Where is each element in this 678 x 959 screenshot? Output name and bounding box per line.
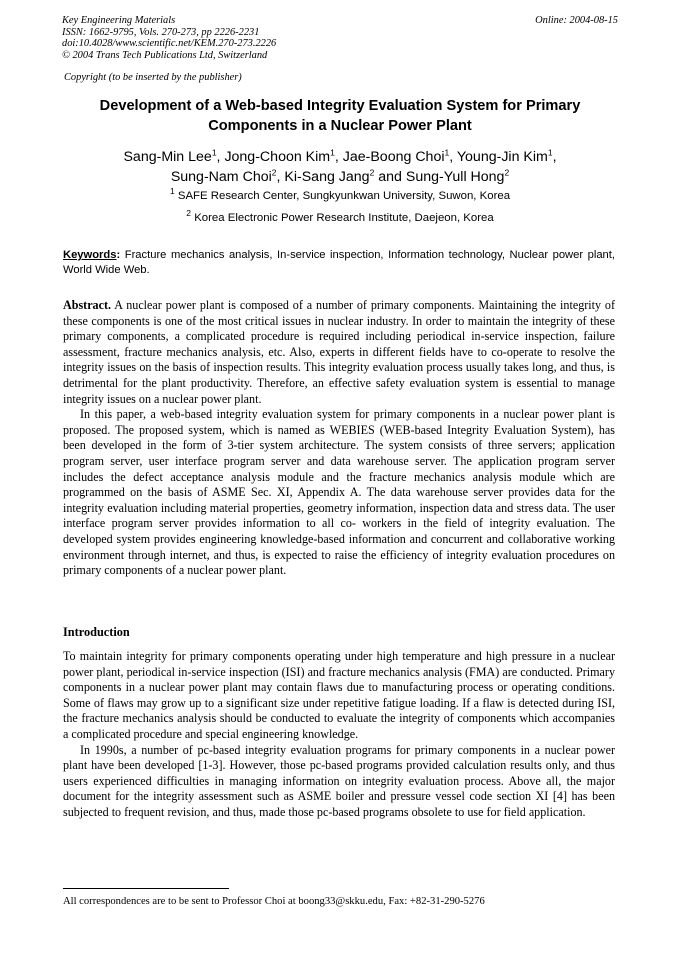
keywords-label: Keywords	[63, 249, 117, 261]
footnote: All correspondences are to be sent to Professor Choi at boong33@skku.edu, Fax: +82-31-290-5276	[63, 896, 485, 907]
intro-paragraph: To maintain integrity for primary components operating under high temperature and high pressure in a nuclear power plant, periodical in-service inspection (ISI) and fracture mechanics analysis (FMA) are conducted. Primary components in a nuclear power plant may contain flaws due to manufacturing process or operating conditions. Some of flaws may grow up to a significant size under repetitive fatigue loading. If a flaw is detected during ISI, the fracture mechanics analysis should be conducted to evaluate the integrity of components which accompanies a complicated procedure and special engineering knowledge.	[63, 649, 615, 741]
author: Sang-Min Lee$^1$	[123, 147, 217, 165]
doi-line: doi:10.4028/www.scientific.net/KEM.270-273.2226	[62, 38, 277, 50]
introduction-body	[63, 649, 615, 821]
journal-name: Key Engineering Materials	[62, 15, 176, 26]
author: Jae-Boong Choi$^1$	[342, 147, 450, 165]
intro-paragraph: In 1990s, a number of pc-based integrity evaluation programs for primary components in a nuclear power plant have been developed [1-3]. However, those pc-based programs provided calculation results only, and thus users experienced difficulties in managing information on integrity evaluation process. Above all, the major document for the integrity assessment such as ASME boiler and pressure vessel code section XI [4] has been subjected to frequent revision, and thus, made those pc-based programs obsolete to use for field application.	[63, 742, 615, 819]
paper-title: Development of a Web-based Integrity Evaluation System for Primary Components in a Nuclear Power Plant	[99, 98, 581, 134]
author-list: Sang-Min Lee$^1$, Jong-Choon Kim$^1$, Jae-Boong Choi$^1$, Young-Jin Kim$^1$, Sung-Nam Choi$^2$, Ki-Sang Jang$^2$ and Sung-Yull Hong$^2$	[123, 147, 557, 185]
footnote-rule	[63, 888, 229, 889]
section-heading-introduction: Introduction	[63, 625, 130, 639]
author: Young-Jin Kim$^1$	[456, 147, 553, 165]
abstract-paragraph: In this paper, a web-based integrity evaluation system for primary components in a nuclear power plant is proposed. The proposed system, which is named as WEBIES (WEB-based Integrity Evaluation System), has been developed in the form of 3-tier system architecture. The system consists of three servers; application program server, user interface program server and data warehouse server. The application program server includes the defect acceptance analysis module and the fracture mechanics analysis module which are programmed on the basis of ASME Sec. XI, Appendix A. The data warehouse server provides data for the integrity evaluation including material properties, geometry information, inspection data and stress data. The user interface program server provides information to all co- workers in the field of integrity evaluation. The developed system provides engineering knowledge-based information and concurrent and collaborative working environment through internet, and thus, is expected to raise the efficiency of integrity evaluation procedures on primary components of a nuclear power plant.	[63, 407, 615, 578]
journal-header	[62, 15, 618, 61]
affiliation: $^1$ SAFE Research Center, Sungkyunkwan University, Suwon, Korea	[169, 186, 511, 202]
author: Sung-Yull Hong$^2$	[405, 166, 510, 185]
affiliation: $^2$ Korea Electronic Power Research Institute, Daejeon, Korea	[186, 208, 494, 224]
abstract-paragraph: Abstract. A nuclear power plant is composed of a number of primary components. Maintaining the integrity of these components is one of the most critical issues in nuclear industry. In order to maintain the integrity of these primary components, a complicated procedure is required including periodical in-service inspection, failure assessment, fracture mechanics analysis, etc. Also, experts in different fields have to co-operate to resolve the integrity issues on the basis of inspection results. This integrity evaluation process usually takes long, and thus, is detrimental for the plant productivity. Therefore, an effective safety evaluation system is essential to manage integrity issues on a nuclear power plant.	[63, 298, 615, 406]
publisher-line: © 2004 Trans Tech Publications Ltd, Switzerland	[62, 49, 268, 61]
abstract-label: Abstract.	[63, 298, 112, 312]
copyright-note: Copyright (to be inserted by the publisher)	[64, 72, 242, 83]
author: Ki-Sang Jang$^2$	[284, 166, 375, 185]
issn-line: ISSN: 1662-9795, Vols. 270-273, pp 2226-2231	[62, 26, 260, 38]
author: Jong-Choon Kim$^1$	[224, 147, 335, 165]
abstract	[63, 298, 615, 579]
online-date: Online: 2004-08-15	[535, 15, 618, 26]
keywords: Keywords: Fracture mechanics analysis, In-service inspection, Information technology, Nuclear power plant, World Wide Web.	[63, 249, 615, 276]
author: Sung-Nam Choi$^2$	[170, 166, 277, 185]
keywords-text: Fracture mechanics analysis, In-service inspection, Information technology, Nuclear power plant, World Wide Web.	[63, 249, 615, 276]
